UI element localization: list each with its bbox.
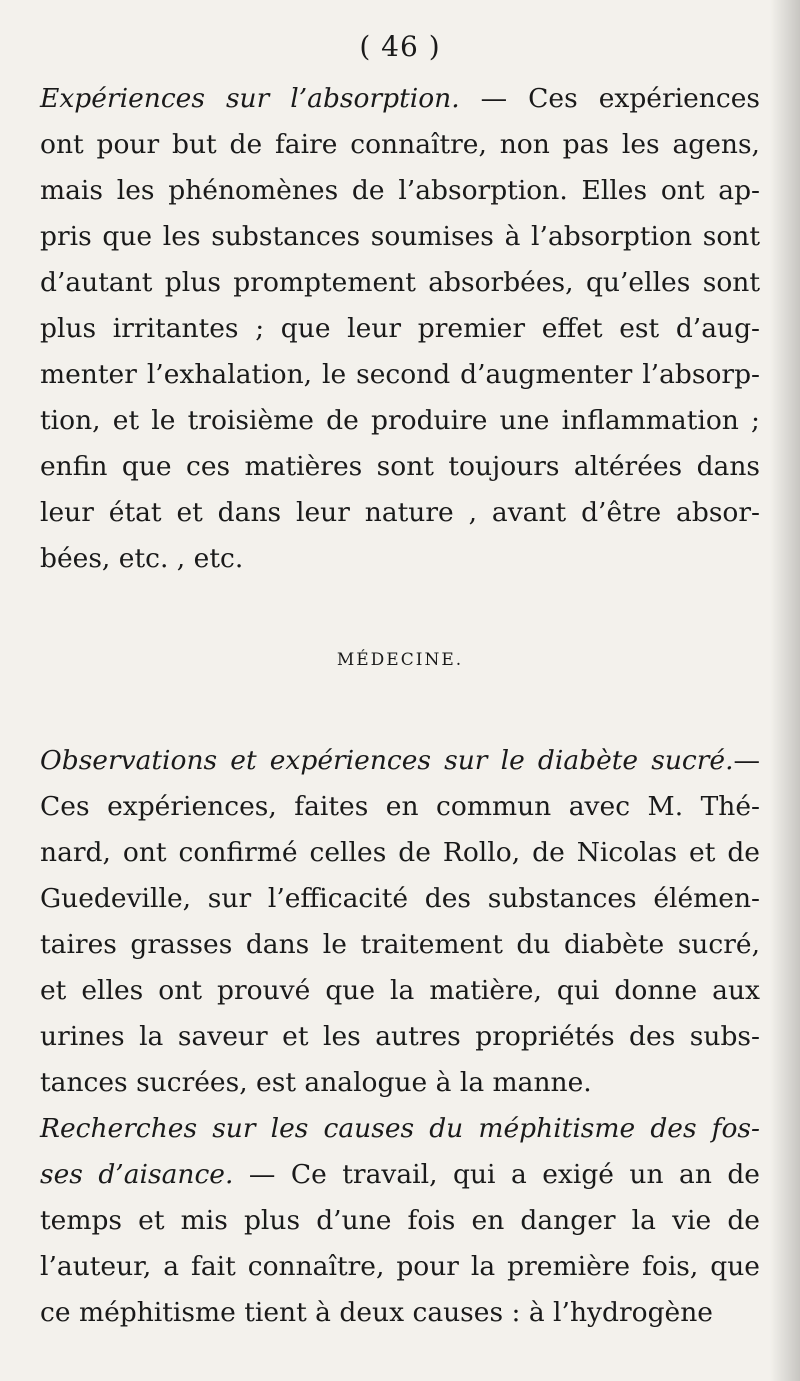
line-text: tances sucrées, est analogue à la manne. <box>40 1067 592 1098</box>
line-text: — Ces expériences <box>459 83 760 114</box>
italic-title: Recherches sur les causes du méphitisme des fos- <box>40 1113 760 1144</box>
line-text: l’auteur, a fait connaître, pour la première fois, que <box>40 1251 760 1282</box>
line-text: bées, etc. , etc. <box>40 543 244 574</box>
line-text: — Ce travail, qui a exigé un an de <box>233 1159 760 1190</box>
line-text: Guedeville, sur l’efficacité des substances élémen- <box>40 883 760 914</box>
line-text: leur état et dans leur nature , avant d’être absor- <box>40 497 760 528</box>
text-line <box>40 1060 760 1106</box>
text-line <box>40 876 760 922</box>
text-line <box>40 122 760 168</box>
line-text: mais les phénomènes de l’absorption. Elles ont ap- <box>40 175 760 206</box>
text-line <box>40 1152 760 1198</box>
line-text: tion, et le troisième de produire une inflammation ; <box>40 405 760 436</box>
text-line <box>40 1290 760 1336</box>
text-line <box>40 260 760 306</box>
line-text: temps et mis plus d’une fois en danger la vie de <box>40 1205 760 1236</box>
text-line <box>40 490 760 536</box>
text-line <box>40 168 760 214</box>
text-line <box>40 738 760 784</box>
line-text: Ces expériences, faites en commun avec M. Thé- <box>40 791 760 822</box>
text-line <box>40 76 760 122</box>
text-line <box>40 1244 760 1290</box>
line-text: menter l’exhalation, le second d’augmenter l’absorp- <box>40 359 760 390</box>
line-text: pris que les substances soumises à l’absorption sont <box>40 221 760 252</box>
text-line <box>40 398 760 444</box>
line-text: ont pour but de faire connaître, non pas les agens, <box>40 129 760 160</box>
page-edge-shadow <box>770 0 800 1381</box>
text-line <box>40 536 760 582</box>
text-line <box>40 214 760 260</box>
text-line <box>40 1014 760 1060</box>
line-text: et elles ont prouvé que la matière, qui donne aux <box>40 975 760 1006</box>
line-text: nard, ont confirmé celles de Rollo, de Nicolas et de <box>40 837 760 868</box>
line-text: — <box>733 745 760 776</box>
text-line <box>40 784 760 830</box>
section-heading: MÉDECINE. <box>336 650 464 670</box>
text-line <box>40 352 760 398</box>
line-text: plus irritantes ; que leur premier effet est d’aug- <box>40 313 760 344</box>
line-text: d’autant plus promptement absorbées, qu’elles sont <box>40 267 760 298</box>
text-line <box>40 830 760 876</box>
text-line <box>40 1106 760 1152</box>
text-line <box>40 968 760 1014</box>
italic-title: ses d’aisance. <box>40 1159 234 1190</box>
text-line <box>40 306 760 352</box>
italic-title: Observations et expériences sur le diabète sucré. <box>40 745 734 776</box>
page-number: ( 46 ) <box>359 30 441 63</box>
line-text: taires grasses dans le traitement du diabète sucré, <box>40 929 760 960</box>
text-line <box>40 922 760 968</box>
line-text: enfin que ces matières sont toujours altérées dans <box>40 451 760 482</box>
line-text: ce méphitisme tient à deux causes : à l’hydrogène <box>40 1297 713 1328</box>
text-line <box>40 1198 760 1244</box>
italic-title: Expériences sur l’absorption. <box>40 83 460 114</box>
text-line <box>40 444 760 490</box>
line-text: urines la saveur et les autres propriétés des subs- <box>40 1021 760 1052</box>
